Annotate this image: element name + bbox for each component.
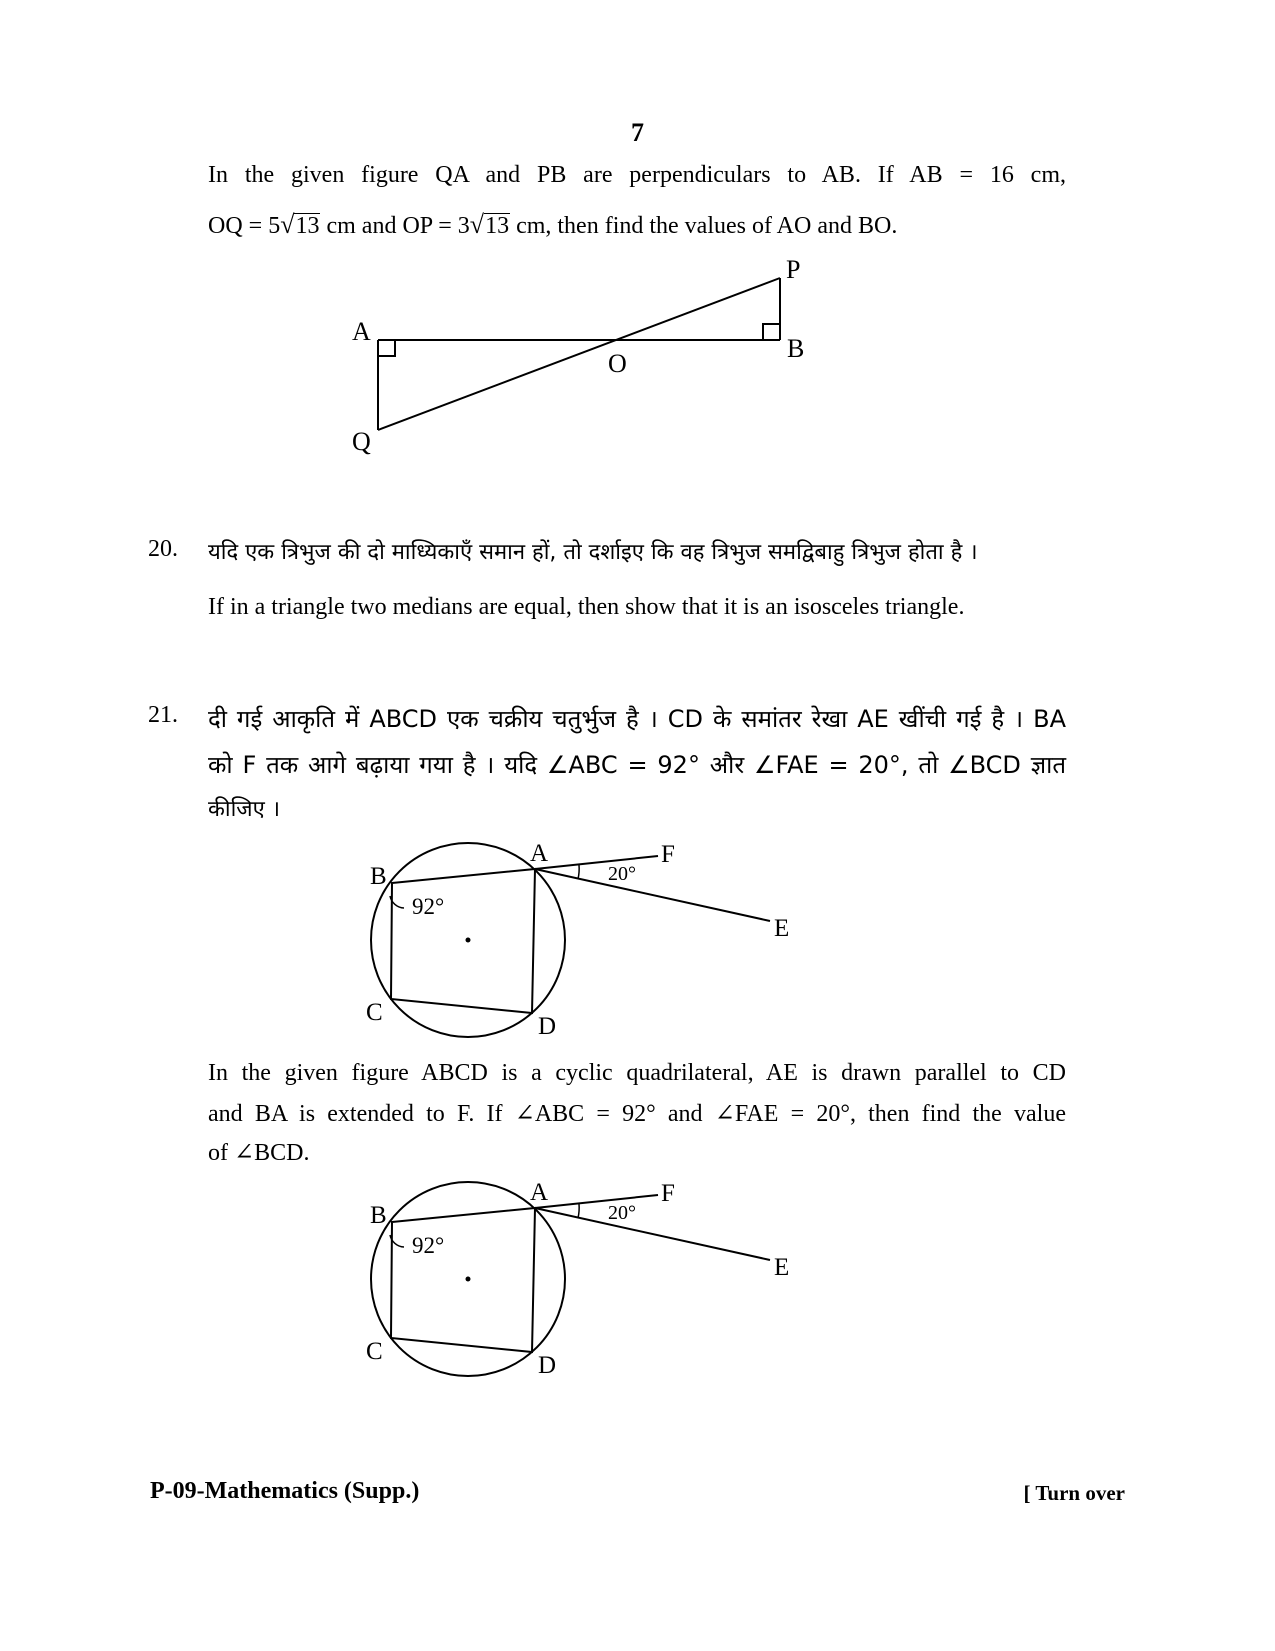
footer-paper-code: P-09-Mathematics (Supp.) (150, 1478, 420, 1504)
q20-hindi: यदि एक त्रिभुज की दो माध्यिकाएँ समान हों, तो दर्शाइए कि वह त्रिभुज समद्विबाहु त्रिभुज होता है । (208, 540, 978, 565)
q19-radicand-1: 13 (295, 213, 320, 239)
segment-ae (535, 1208, 770, 1260)
label-q: Q (352, 427, 371, 456)
label-e: E (774, 1254, 790, 1281)
label-b: B (370, 1202, 387, 1229)
q19-text-line2 (208, 210, 1066, 240)
q19-line2-b: cm and OP = 3 (320, 213, 470, 239)
label-b: B (370, 863, 387, 890)
label-d: D (538, 1013, 557, 1040)
angle-fae-label: 20° (608, 1202, 636, 1224)
segment-qp (378, 278, 780, 430)
angle-fae-label: 20° (608, 863, 636, 885)
angle-arc-icon-a (578, 865, 579, 879)
q21-english-line3: of ∠BCD. (208, 1140, 310, 1166)
label-a: A (530, 840, 549, 867)
label-c: C (366, 1338, 383, 1365)
label-o: O (608, 349, 627, 378)
q20-number: 20. (148, 536, 178, 562)
label-a: A (352, 317, 371, 346)
q21-english-line2: and BA is extended to F. If ∠ABC = 92° and ∠FAE = 20°, then find the value (208, 1101, 1066, 1127)
right-angle-icon-b (763, 324, 780, 340)
label-f: F (661, 841, 675, 868)
q21-figure-english (360, 1177, 800, 1387)
page-number: 7 (631, 118, 644, 147)
q19-figure (340, 250, 820, 470)
q21-hindi-line2: को F तक आगे बढ़ाया गया है । यदि ∠ABC = 92° और ∠FAE = 20°, तो ∠BCD ज्ञात (208, 751, 1066, 779)
q21-number: 21. (148, 702, 178, 728)
segment-af (535, 1195, 658, 1208)
center-dot (466, 938, 471, 943)
angle-abc-label: 92° (412, 1233, 445, 1258)
q21-hindi-line3: कीजिए । (208, 797, 281, 822)
segment-af (535, 856, 658, 869)
q19-line2-c: cm, then find the values of AO and BO. (510, 213, 898, 239)
quadrilateral-abcd (391, 1208, 535, 1352)
sqrt-icon: √ (469, 210, 485, 239)
label-c: C (366, 999, 383, 1026)
q19-text-line1: In the given figure QA and PB are perpendiculars to AB. If AB = 16 cm, (208, 162, 1066, 188)
footer-turn-over: [ Turn over (1023, 1481, 1125, 1505)
q21-english-line1: In the given figure ABCD is a cyclic quadrilateral, AE is drawn parallel to CD (208, 1060, 1066, 1086)
right-angle-icon-a (378, 340, 395, 356)
label-d: D (538, 1352, 557, 1379)
center-dot (466, 1277, 471, 1282)
q20-english: If in a triangle two medians are equal, then show that it is an isosceles triangle. (208, 594, 965, 620)
sqrt-icon: √ (280, 210, 295, 239)
quadrilateral-abcd (391, 869, 535, 1013)
q19-radicand-2: 13 (485, 213, 510, 239)
label-e: E (774, 915, 790, 942)
label-f: F (661, 1180, 675, 1207)
q19-line2-a: OQ = 5 (208, 213, 281, 239)
q21-hindi-line1: दी गई आकृति में ABCD एक चक्रीय चतुर्भुज है । CD के समांतर रेखा AE खींची गई है । BA (208, 705, 1066, 733)
q21-figure-hindi (360, 838, 800, 1048)
label-a: A (530, 1179, 549, 1206)
label-p: P (786, 255, 801, 284)
angle-arc-icon-a (578, 1204, 579, 1218)
segment-ae (535, 869, 770, 921)
angle-abc-label: 92° (412, 894, 445, 919)
label-b: B (787, 334, 805, 363)
